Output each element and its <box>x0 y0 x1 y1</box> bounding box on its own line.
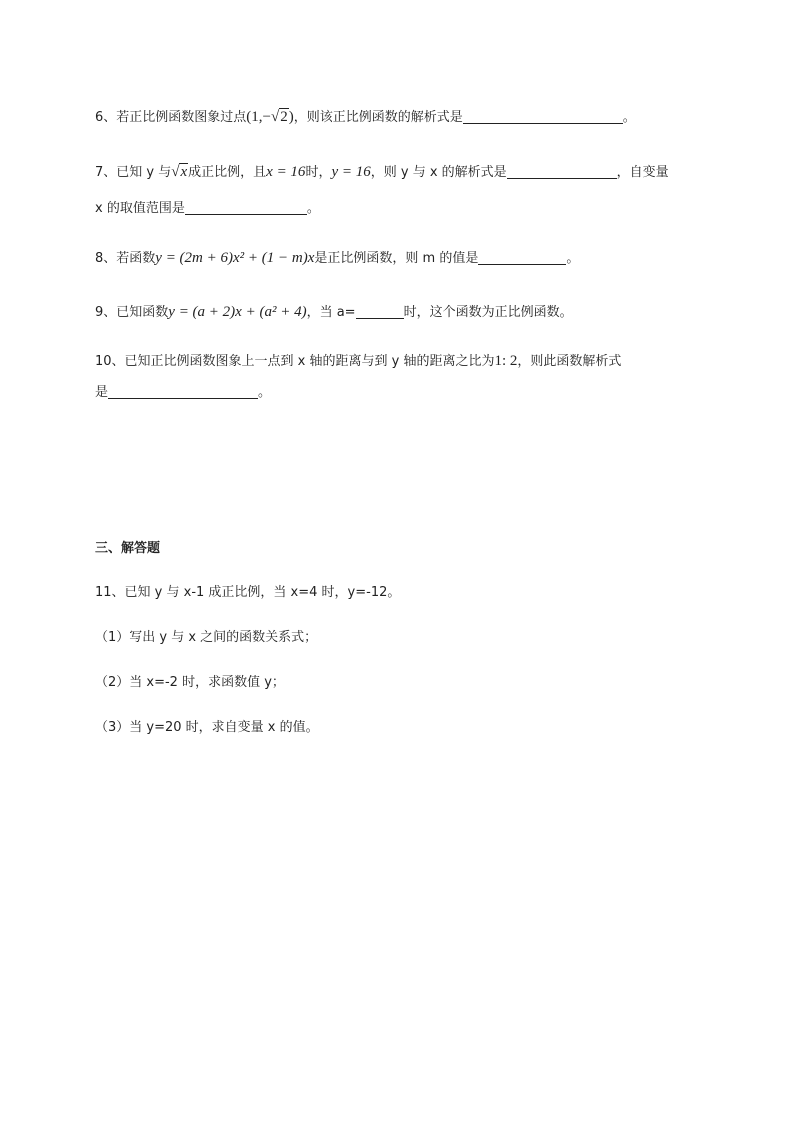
question-10: 10、已知正比例函数图象上一点到 x 轴的距离与到 y 轴的距离之比为1: 2，则此函数解析式 <box>95 353 622 369</box>
question-8: 8、若函数y = (2m + 6)x² + (1 − m)x是正比例函数，则 m 的值是 。 <box>95 250 580 266</box>
q8-formula: y = (2m + 6)x² + (1 − m)x <box>155 250 315 266</box>
question-7: 7、已知 y 与√x成正比例，且x = 16时，y = 16，则 y 与 x 的解析式是 ，自变量 <box>95 164 669 180</box>
question-7-line2: x 的取值范围是 。 <box>95 201 320 216</box>
question-11-part-2: （2）当 x=-2 时，求函数值 y； <box>95 675 285 690</box>
q9-formula: y = (a + 2)x + (a² + 4) <box>168 304 307 320</box>
q6-point: (1,−√2) <box>246 109 294 125</box>
q8-answer-blank[interactable] <box>478 250 566 265</box>
q10-answer-blank[interactable] <box>108 384 258 399</box>
q9-answer-blank[interactable] <box>356 304 404 319</box>
q7-formula-blank[interactable] <box>507 164 617 179</box>
question-11: 11、已知 y 与 x-1 成正比例，当 x=4 时，y=-12。 <box>95 585 401 600</box>
q6-prefix: 6、若正比例函数图象过点 <box>95 110 247 125</box>
q6-suffix: ，则该正比例函数的解析式是 <box>293 110 463 125</box>
q7-range-blank[interactable] <box>185 200 307 215</box>
question-10-line2: 是 。 <box>95 385 272 400</box>
question-9: 9、已知函数y = (a + 2)x + (a² + 4)，当 a= 时，这个函数为正比例函数。 <box>95 304 573 320</box>
question-11-part-1: （1）写出 y 与 x 之间的函数关系式； <box>95 630 318 645</box>
q7-sqrt-x: √x <box>171 164 188 180</box>
q6-answer-blank[interactable] <box>463 109 623 124</box>
question-11-part-3: （3）当 y=20 时，求自变量 x 的值。 <box>95 720 319 735</box>
section-heading: 三、解答题 <box>95 541 161 556</box>
question-6: 6、若正比例函数图象过点(1,−√2)，则该正比例函数的解析式是 。 <box>95 109 636 125</box>
